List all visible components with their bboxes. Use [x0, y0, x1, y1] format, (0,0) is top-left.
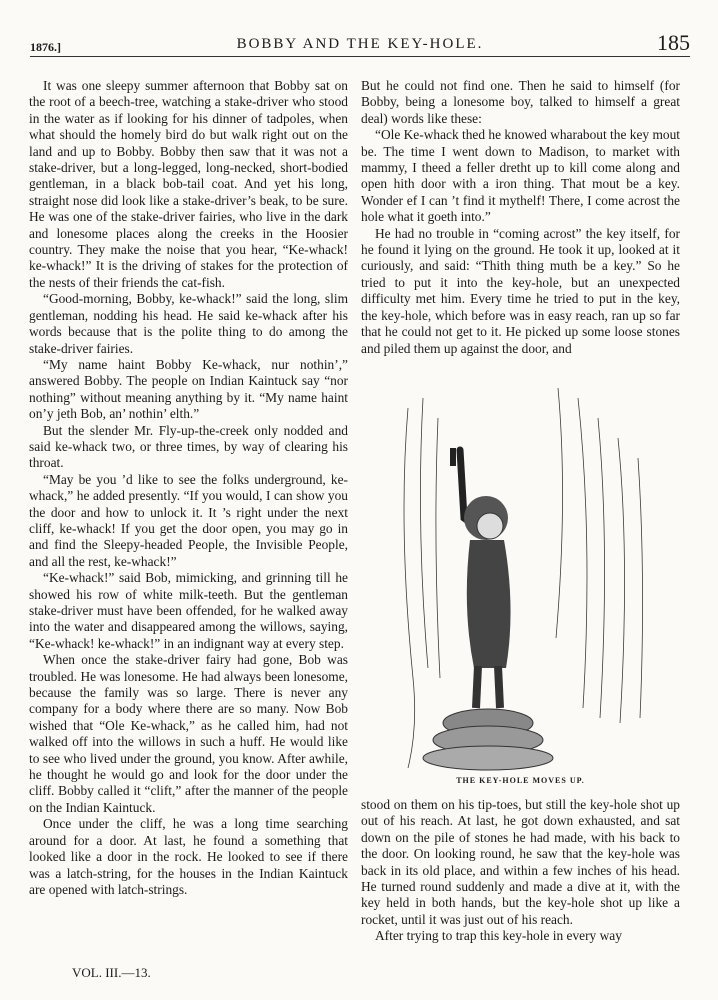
- signature-mark: VOL. III.—13.: [72, 965, 151, 980]
- keyhole-icon: [450, 448, 456, 466]
- paragraph: “Good-morning, Bobby, ke-whack!” said the long, slim gentleman, nodding his head. He said ke-whack after his words because that is the polite thing to do among the stake-driver fairies.: [29, 291, 348, 356]
- page-number: 185: [657, 30, 690, 55]
- paragraph: stood on them on his tip-toes, but still the key-hole shot up out of his reach. At last, he got down exhausted, and sat down on the pile of stones he had made, with his back to the door. On looking round, he saw that the key-hole was back in its old place, and within a few inches of his head. He turned round suddenly and made a dive at it, with the key held in both hands, but the key-hole shot up like a rocket, until it was just out of his reach.: [361, 797, 680, 927]
- paragraph: When once the stake-driver fairy had gone, Bob was troubled. He was lonesome. He had always been lonesome, because the family was so large. There is never any company for a body where there are so many. Now Bob wished that “Ole Ke-whack,” as he called him, had not walked off into the willows in such a huff. He would like to see who lived under the ground, you know. After awhile, he thought he would go and look for the door under the cliff. Bobby called it “clift,” after the manner of the people on the Indian Kaintuck.: [29, 652, 348, 815]
- article-title: BOBBY AND THE KEY-HOLE.: [236, 36, 484, 52]
- paragraph: After trying to trap this key-hole in every way: [375, 928, 622, 944]
- right-column-top: [361, 78, 680, 357]
- right-column-bottom: [361, 797, 680, 945]
- paragraph: “Ole Ke-whack thed he knowed wharabout the key mout be. The time I went down to Madison, to market with mammy, I theed a feller dretht up to kill come along and open hith door with a iron thing. That mout be a key. Wonder ef I can ’t find it mythelf! There, I come acrost the hole what it goeth into.”: [361, 127, 680, 225]
- issue-date: 1876.]: [30, 40, 61, 54]
- left-column: [29, 78, 348, 898]
- figure-caption: THE KEY-HOLE MOVES UP.: [456, 776, 585, 785]
- paragraph: “My name haint Bobby Ke-whack, nur nothin’,” answered Bobby. The people on Indian Kaintuck say “nor nothing” without meaning anything by it. “My name haint on’y jeth Bob, an’ nothin’ elth.”: [29, 356, 348, 422]
- illustration: [378, 378, 678, 773]
- running-header: [30, 26, 690, 57]
- paragraph: Once under the cliff, he was a long time searching around for a door. At last, he found a something that looked like a door in the rock. He looked to see if there was a latch-string, for the houses in the Indian Kaintuck are opened with latch-strings.: [29, 816, 348, 897]
- boy-at-keyhole-engraving: [378, 378, 678, 773]
- paragraph: “May be you ’d like to see the folks underground, ke-whack,” he added presently. “If you would, I can show you the door and how to unlock it. It ’s right under the next cliff, ke-whack! If you get the door open, you may go in and find the Sleepy-headed People, the Invisible People, and all the rest, ke-whack!”: [29, 471, 348, 569]
- paragraph: But the slender Mr. Fly-up-the-creek only nodded and said ke-whack two, or three times, by way of clearing his throat.: [29, 422, 348, 471]
- paragraph: But he could not find one. Then he said to himself (for Bobby, being a lonesome boy, talked to himself a great deal) words like these:: [361, 78, 680, 126]
- paragraph: He had no trouble in “coming acrost” the key itself, for he found it lying on the ground. He took it up, looked at it curiously, and said: “Thith thing muth be a key.” So he tried to put it into the key-hole, but an unexpected difficulty met him. Every time he tried to put in the key, the key-hole, which before was in easy reach, ran up so far that he could not get to it. He picked up some loose stones and piled them up against the door, and: [361, 225, 680, 356]
- paragraph: “Ke-whack!” said Bob, mimicking, and grinning till he showed his row of white milk-teeth. But the gentleman stake-driver must have been offended, for he walked away into the water and disappeared among the willows, saying, “Ke-whack! ke-whack!” in an indignant way at every step.: [29, 570, 348, 651]
- paragraph: It was one sleepy summer afternoon that Bobby sat on the root of a beech-tree, watching a stake-driver who stood in the water as if looking for his dinner of tadpoles, when what should the homely bird do but walk right out on the land and up to Bobby. Bobby then saw that it was not a stake-driver, but a long-legged, long-necked, short-bodied gentleman, in a black bob-tail coat. And yet his long, straight nose did look like a stake-driver’s beak, to be sure. He was one of the stake-driver fairies, who live in the dark and lonesome places along the creeks in the Hoosier country. They make the noise that you hear, “Ke-whack! ke-whack!” It is the driving of stakes for the protection of the nests of their friends the cat-fish.: [29, 78, 348, 290]
